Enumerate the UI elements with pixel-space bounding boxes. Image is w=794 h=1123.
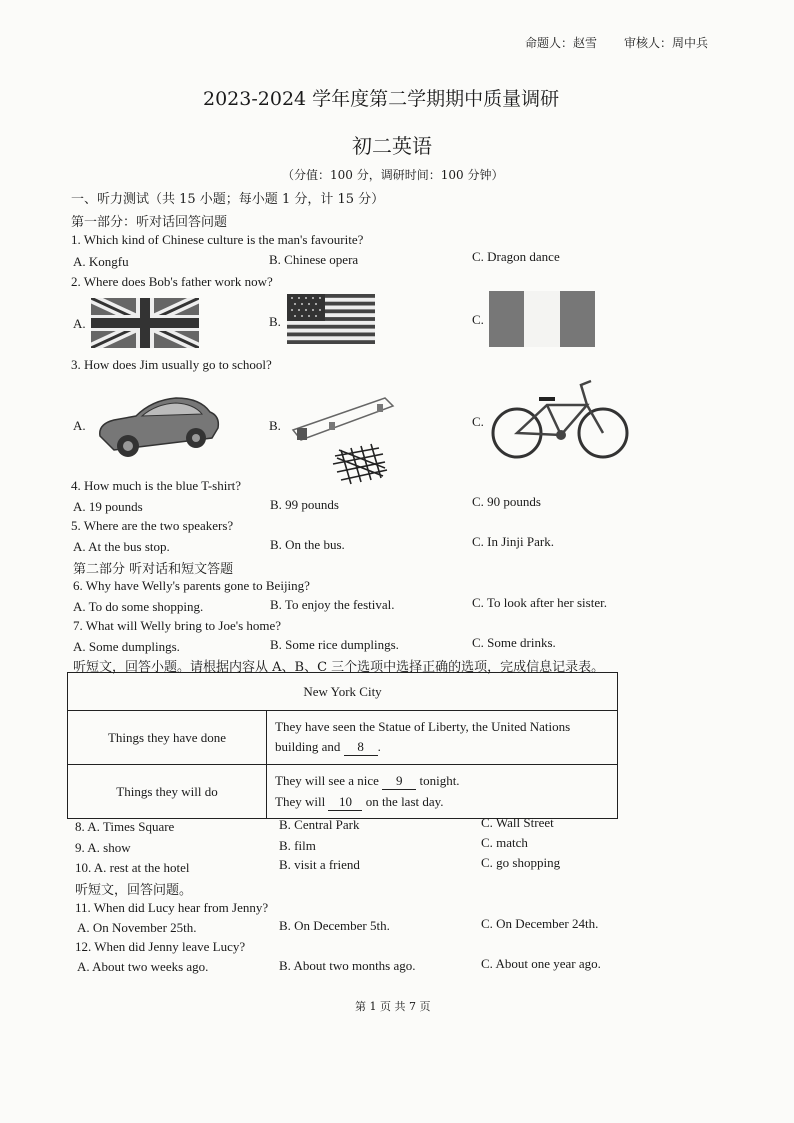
question-12: 12. When did Jenny leave Lucy? [75,939,246,954]
part-heading: 第一部分：听对话回答问题 [71,215,228,230]
question-11: 11. When did Lucy hear from Jenny? [75,900,269,915]
question-7: 7. What will Welly bring to Joe's home? [73,618,282,633]
part-heading-2: 第二部分 听对话和短文答题 [73,562,234,577]
info-record-table [67,672,618,819]
q11-option-b: B. On December 5th. [279,918,390,933]
table-text [275,794,609,811]
table-text: building and [275,739,341,754]
table-row-content [267,711,618,765]
q8-option-a: 8. A. Times Square [75,819,175,834]
q4-option-b: B. 99 pounds [270,497,339,512]
table-row-label: Things they have done [68,711,267,765]
q2-option-b: B. [269,314,281,329]
q10-option-b: B. visit a friend [279,857,360,872]
section-heading: 一、听力测试（共 15 小题；每小题 1 分，计 15 分） [71,192,385,207]
q10-option-c: C. go shopping [481,855,561,870]
q3-option-c: C. [472,414,484,429]
q7-option-c: C. Some drinks. [472,635,556,650]
q11-option-c: C. On December 24th. [481,916,599,931]
q12-option-b: B. About two months ago. [279,958,416,973]
table-text [275,739,609,756]
bus-sketch-icon [289,392,397,486]
score-info: （分值：100 分，调研时间：100 分钟） [282,168,504,182]
table-text: They will [275,793,326,809]
q4-option-a: A. 19 pounds [73,499,143,514]
q8-option-b: B. Central Park [279,817,360,832]
q2-option-a: A. [73,316,86,331]
table-text: . [377,739,381,754]
tricolor-flag-icon [489,291,595,347]
q4-option-c: C. 90 pounds [472,494,541,509]
bicycle-icon [491,377,631,461]
exam-setter: 命题人：赵雪 [525,36,598,50]
page-footer: 第 1 页 共 7 页 [355,1000,431,1013]
q9-option-b: B. film [279,838,316,853]
q3-option-b: B. [269,418,281,433]
us-flag-icon [287,294,375,344]
question-2: 2. Where does Bob's father work now? [71,274,273,289]
table-text: They will see a nice [275,772,379,788]
table-text: tonight. [419,772,460,788]
q12-option-c: C. About one year ago. [481,956,601,971]
table-text [275,773,609,790]
q6-option-a: A. To do some shopping. [73,599,204,614]
q12-option-a: A. About two weeks ago. [77,959,209,974]
page-subtitle: 初二英语 [352,134,432,158]
question-6: 6. Why have Welly's parents gone to Beijing? [73,578,310,593]
answer-blank-8[interactable]: 8 [344,739,378,756]
table-row-label: Things they will do [68,765,267,819]
q6-option-c: C. To look after her sister. [472,595,607,610]
answer-blank-10[interactable]: 10 [328,794,362,811]
q9-option-c: C. match [481,835,528,850]
q5-option-a: A. At the bus stop. [73,539,170,554]
answer-blank-9[interactable]: 9 [382,773,416,790]
instruction-questions: 听短文，回答问题。 [75,883,193,898]
q1-option-c: C. Dragon dance [472,249,560,264]
q7-option-b: B. Some rice dumplings. [270,637,399,652]
q2-option-c: C. [472,312,484,327]
q10-option-a: 10. A. rest at the hotel [75,860,190,875]
q5-option-b: B. On the bus. [270,537,345,552]
table-text: They have seen the Statue of Liberty, the United Nations [275,719,571,734]
exam-reviewer: 审核人：周中兵 [624,36,709,50]
uk-flag-icon [91,298,199,348]
instruction-table: 听短文，回答小题。请根据内容从 A、B、C 三个选项中选择正确的选项，完成信息记录表。 [73,660,605,675]
q1-option-a: A. Kongfu [73,254,129,269]
page-title: 2023-2024 学年度第二学期期中质量调研 [203,88,560,110]
table-text: on the last day. [365,793,444,809]
q8-option-c: C. Wall Street [481,815,554,830]
q9-option-a: 9. A. show [75,840,131,855]
table-title: New York City [68,673,618,711]
q7-option-a: A. Some dumplings. [73,639,180,654]
q5-option-c: C. In Jinji Park. [472,534,554,549]
q1-option-b: B. Chinese opera [269,252,359,267]
table-row-content [267,765,618,819]
question-3: 3. How does Jim usually go to school? [71,357,272,372]
q6-option-b: B. To enjoy the festival. [270,597,395,612]
q11-option-a: A. On November 25th. [77,920,197,935]
question-1: 1. Which kind of Chinese culture is the man's favourite? [71,232,364,247]
question-4: 4. How much is the blue T-shirt? [71,478,242,493]
q3-option-a: A. [73,418,86,433]
question-5: 5. Where are the two speakers? [71,518,234,533]
car-icon [94,386,222,464]
